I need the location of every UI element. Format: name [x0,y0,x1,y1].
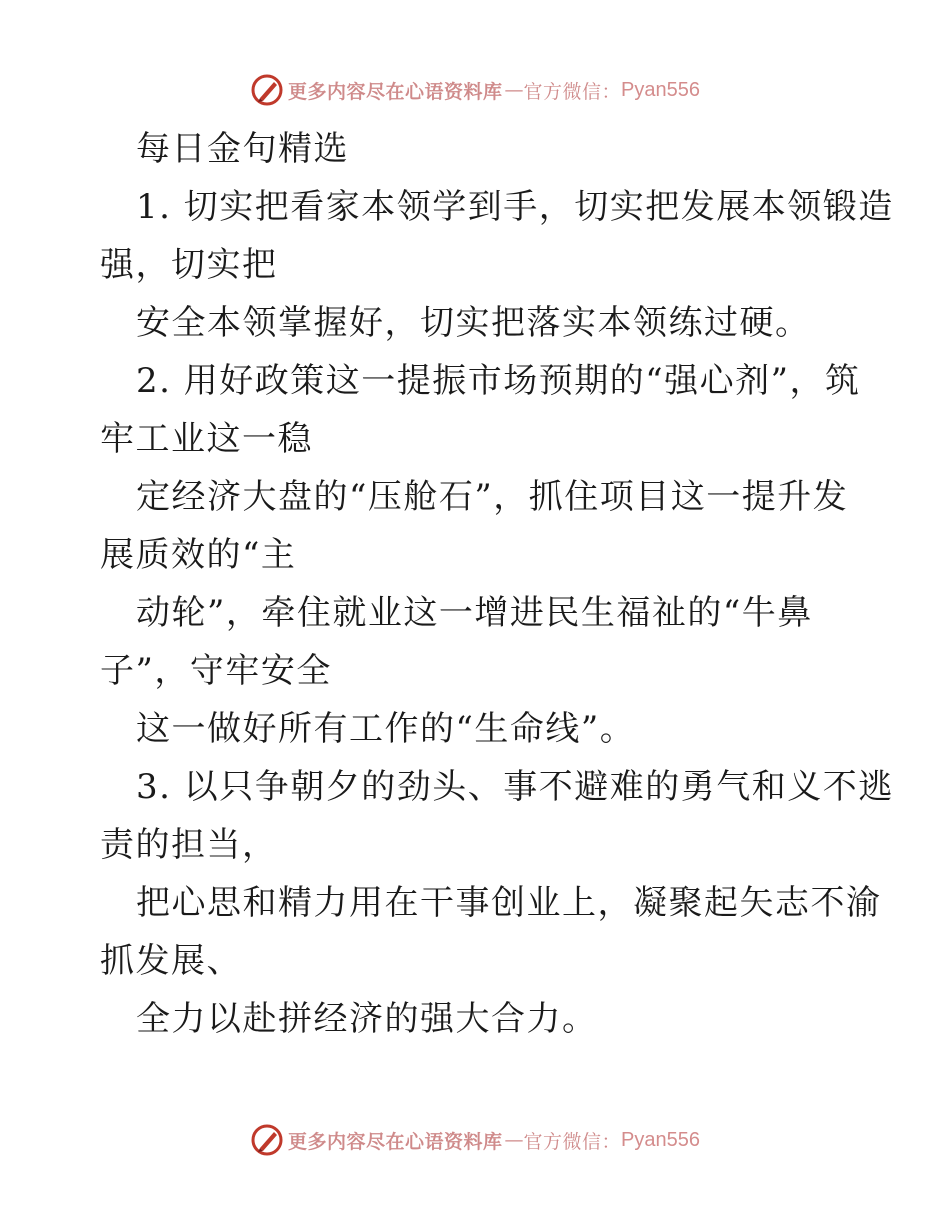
doc-line: 强，切实把 [100,245,278,285]
footer-banner [0,1120,950,1160]
doc-line: 2. 用好政策这一提振市场预期的“强心剂”，筑 [136,361,861,401]
doc-line: 动轮”，牵住就业这一增进民生福祉的“牛鼻 [136,593,813,633]
pen-logo-icon [250,73,284,107]
doc-line: 全力以赴拼经济的强大合力。 [136,999,598,1039]
banner-wechat-id: Pyan556 [621,1128,700,1151]
banner-wechat-id: Pyan556 [621,78,700,101]
banner-title: 更多内容尽在心语资料库 [288,80,503,103]
banner-wechat-label: 官方微信： [523,80,622,103]
doc-line: 1. 切实把看家本领学到手，切实把发展本领锻造 [136,187,894,227]
document-body [100,120,894,1048]
banner-separator: — [504,79,522,101]
doc-line: 牢工业这一稳 [100,419,313,459]
doc-line: 子”，守牢安全 [100,651,332,691]
banner-separator: — [504,1129,522,1151]
doc-line: 抓发展、 [100,941,242,981]
pen-logo-icon [250,1123,284,1157]
doc-line: 责的担当， [100,825,278,865]
doc-line: 展质效的“主 [100,535,297,575]
header-banner [0,70,950,110]
doc-line: 3. 以只争朝夕的劲头、事不避难的勇气和义不逃 [136,767,894,807]
doc-line: 定经济大盘的“压舱石”，抓住项目这一提升发 [136,477,849,517]
doc-line: 把心思和精力用在干事创业上，凝聚起矢志不渝 [136,883,882,923]
doc-title: 每日金句精选 [136,129,349,169]
doc-line: 安全本领掌握好，切实把落实本领练过硬。 [136,303,811,343]
banner-title: 更多内容尽在心语资料库 [288,1130,503,1153]
banner-wechat-label: 官方微信： [523,1130,622,1153]
doc-line: 这一做好所有工作的“生命线”。 [136,709,636,749]
